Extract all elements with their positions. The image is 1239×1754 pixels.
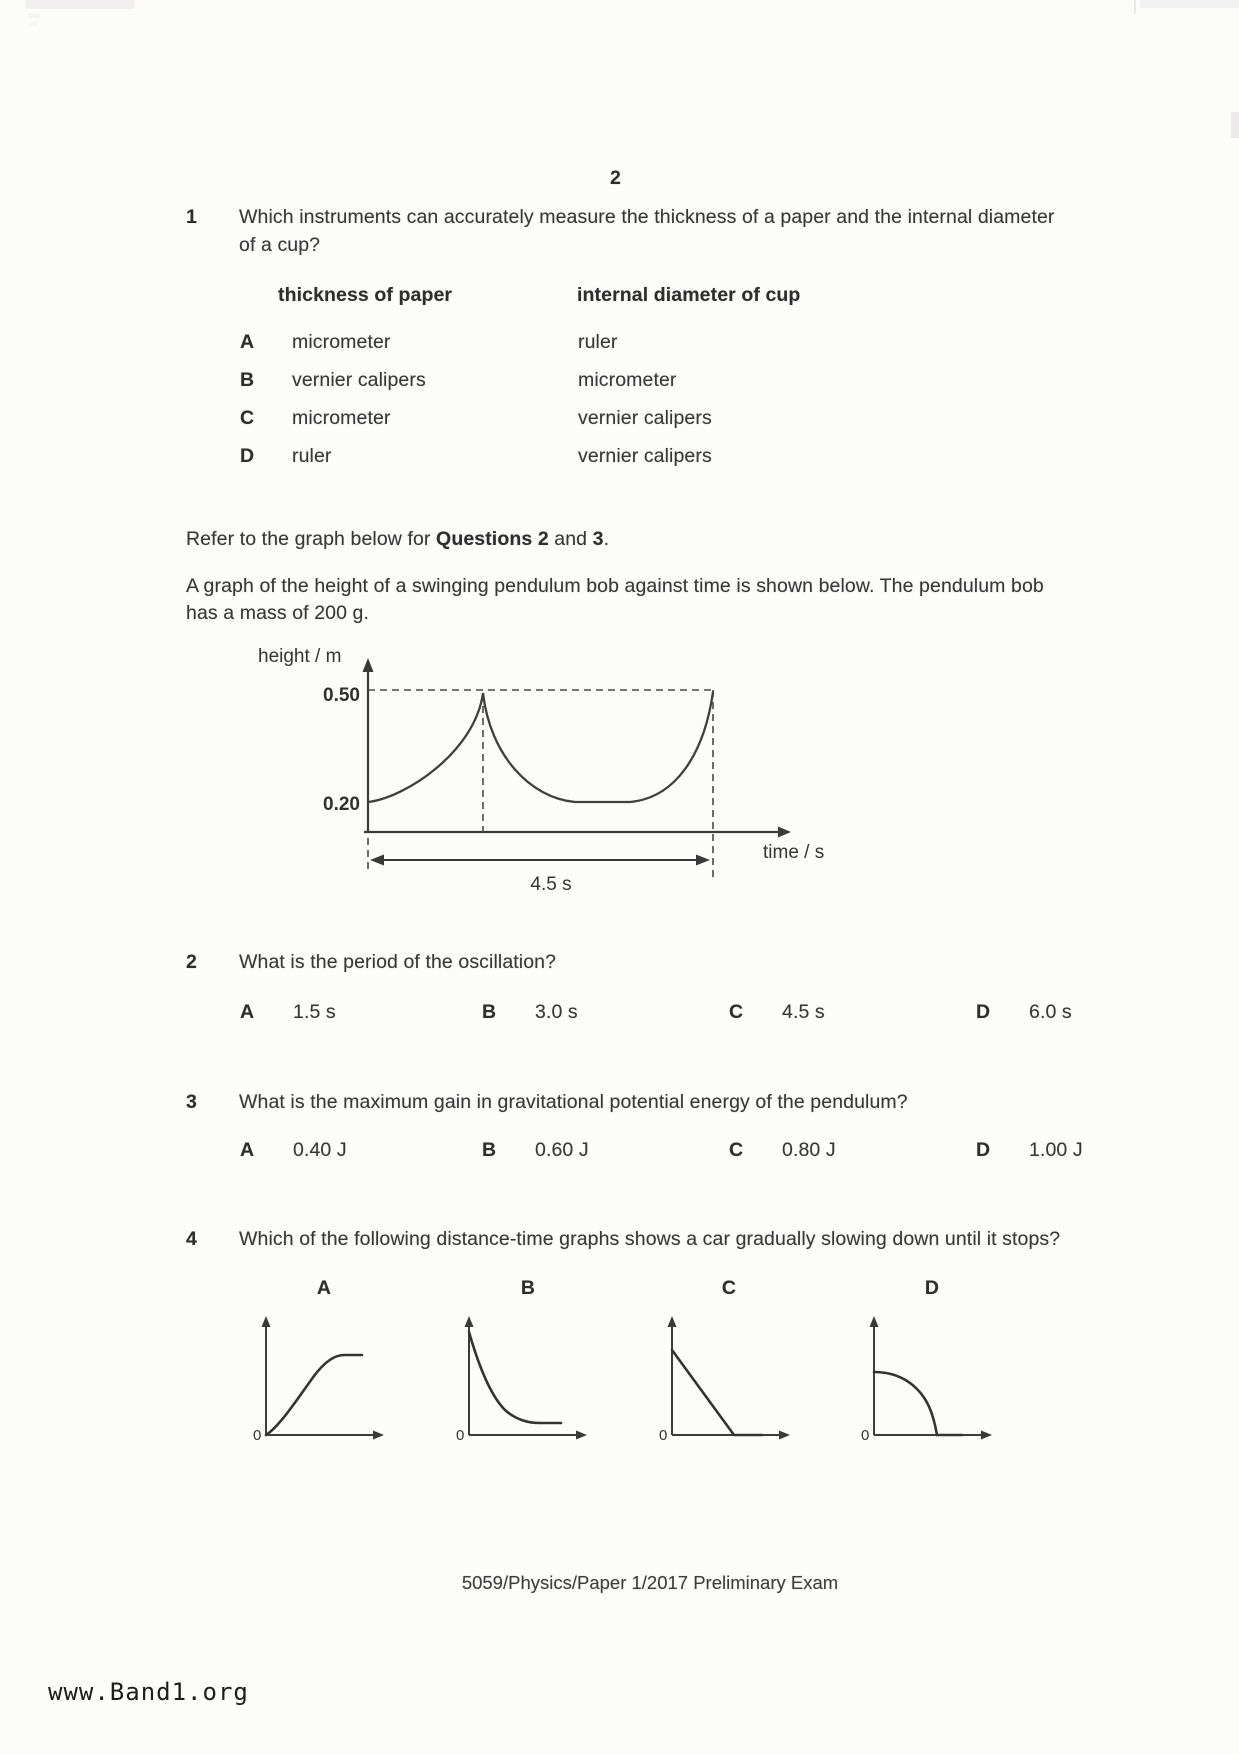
scan-line-top-right xyxy=(1134,0,1136,14)
q2-option-value-a: 1.5 s xyxy=(293,1001,336,1023)
y-tick-low: 0.20 xyxy=(323,794,360,815)
q1-option-letter: C xyxy=(240,407,255,429)
q1-option-col1: vernier calipers xyxy=(292,369,426,391)
q4-graph-label-c: C xyxy=(721,1277,737,1299)
refer-bold-questions: Questions 2 xyxy=(436,528,549,550)
refer-bold-3: 3 xyxy=(592,528,604,550)
q1-table-header-col2: internal diameter of cup xyxy=(577,284,801,306)
origin-label: 0 xyxy=(659,1427,668,1444)
scan-speck xyxy=(30,22,38,26)
graph-intro-line2: has a mass of 200 g. xyxy=(186,602,370,624)
q1-option-col1: micrometer xyxy=(292,407,391,429)
q1-option-col2: vernier calipers xyxy=(578,445,712,467)
scan-speck xyxy=(28,13,40,18)
watermark-website: www.Band1.org xyxy=(48,1678,249,1706)
y-axis-arrowhead xyxy=(668,1316,677,1327)
y-axis-label: height / m xyxy=(258,646,342,667)
q1-number: 1 xyxy=(186,206,197,228)
q3-number: 3 xyxy=(186,1091,197,1113)
x-axis-arrowhead xyxy=(778,827,791,838)
option-a-distance-time-graph xyxy=(252,1312,387,1447)
refer-mid: and xyxy=(548,528,593,550)
q2-option-value-c: 4.5 s xyxy=(782,1001,825,1023)
q2-option-letter-d: D xyxy=(976,1001,991,1023)
origin-label: 0 xyxy=(253,1427,262,1444)
span-label: 4.5 s xyxy=(530,874,572,895)
q1-option-col1: ruler xyxy=(292,445,332,467)
q1-option-col1: micrometer xyxy=(292,331,391,353)
q4-text: Which of the following distance-time graphs shows a car gradually slowing down until it stops? xyxy=(239,1228,1061,1250)
y-axis-arrowhead xyxy=(870,1316,879,1327)
curve-level-then-steep-drop xyxy=(874,1372,962,1435)
graph-intro-line1: A graph of the height of a swinging pendulum bob against time is shown below. The pendulum bob xyxy=(186,575,1044,597)
q3-option-letter-a: A xyxy=(240,1139,255,1161)
q3-option-letter-b: B xyxy=(482,1139,497,1161)
q2-option-value-b: 3.0 s xyxy=(535,1001,578,1023)
refer-prefix: Refer to the graph below for xyxy=(186,528,437,550)
refer-suffix: . xyxy=(603,528,610,550)
origin-label: 0 xyxy=(861,1427,870,1444)
q3-option-letter-c: C xyxy=(729,1139,744,1161)
scan-mark-right-edge xyxy=(1231,112,1239,138)
span-arrowhead-right xyxy=(696,855,710,866)
origin-label: 0 xyxy=(456,1427,465,1444)
scan-smudge-top-right xyxy=(1140,0,1239,8)
q3-option-value-b: 0.60 J xyxy=(535,1139,589,1161)
q1-option-col2: micrometer xyxy=(578,369,677,391)
q3-option-value-d: 1.00 J xyxy=(1029,1139,1083,1161)
x-axis-arrowhead xyxy=(981,1431,992,1440)
y-tick-high: 0.50 xyxy=(323,685,360,706)
refer-note xyxy=(186,527,609,552)
curve-decay-to-plateau xyxy=(469,1332,561,1423)
q4-number: 4 xyxy=(186,1228,197,1250)
y-axis-arrowhead xyxy=(363,658,374,672)
q3-option-value-a: 0.40 J xyxy=(293,1139,347,1161)
q2-option-value-d: 6.0 s xyxy=(1029,1001,1072,1023)
q3-text: What is the maximum gain in gravitational potential energy of the pendulum? xyxy=(239,1091,908,1113)
page-number: 2 xyxy=(610,167,621,189)
q3-option-value-c: 0.80 J xyxy=(782,1139,836,1161)
option-c-distance-time-graph xyxy=(658,1312,793,1447)
scan-smudge-top-left xyxy=(25,0,135,9)
q1-table-header-col1: thickness of paper xyxy=(278,284,453,306)
q2-option-letter-a: A xyxy=(240,1001,255,1023)
y-axis-arrowhead xyxy=(262,1316,271,1327)
q2-option-letter-b: B xyxy=(482,1001,497,1023)
pendulum-height-time-graph xyxy=(230,630,840,905)
q2-option-letter-c: C xyxy=(729,1001,744,1023)
x-axis-arrowhead xyxy=(373,1431,384,1440)
q4-graph-label-d: D xyxy=(924,1277,940,1299)
x-axis-label: time / s xyxy=(763,842,825,863)
option-d-distance-time-graph xyxy=(860,1312,995,1447)
option-b-distance-time-graph xyxy=(455,1312,590,1447)
x-axis-arrowhead xyxy=(576,1431,587,1440)
q4-graph-label-a: A xyxy=(316,1277,332,1299)
q2-text: What is the period of the oscillation? xyxy=(239,951,557,973)
y-axis-arrowhead xyxy=(465,1316,474,1327)
span-arrowhead-left xyxy=(370,855,384,866)
footer-paper-reference: 5059/Physics/Paper 1/2017 Preliminary Exam xyxy=(461,1572,839,1593)
q4-graph-label-b: B xyxy=(520,1277,536,1299)
q1-option-letter: B xyxy=(240,369,255,391)
q3-option-letter-d: D xyxy=(976,1139,991,1161)
q1-option-letter: A xyxy=(240,331,255,353)
q1-text-line1: Which instruments can accurately measure the thickness of a paper and the internal diameter xyxy=(239,206,1055,228)
pendulum-curve xyxy=(368,692,713,802)
curve-rise-to-plateau xyxy=(266,1355,362,1435)
q1-option-col2: vernier calipers xyxy=(578,407,712,429)
q1-option-letter: D xyxy=(240,445,255,467)
line-straight-descent xyxy=(672,1350,762,1435)
x-axis-arrowhead xyxy=(779,1431,790,1440)
q1-text-line2: of a cup? xyxy=(239,234,321,256)
q1-option-col2: ruler xyxy=(578,331,618,353)
q2-number: 2 xyxy=(186,951,197,973)
